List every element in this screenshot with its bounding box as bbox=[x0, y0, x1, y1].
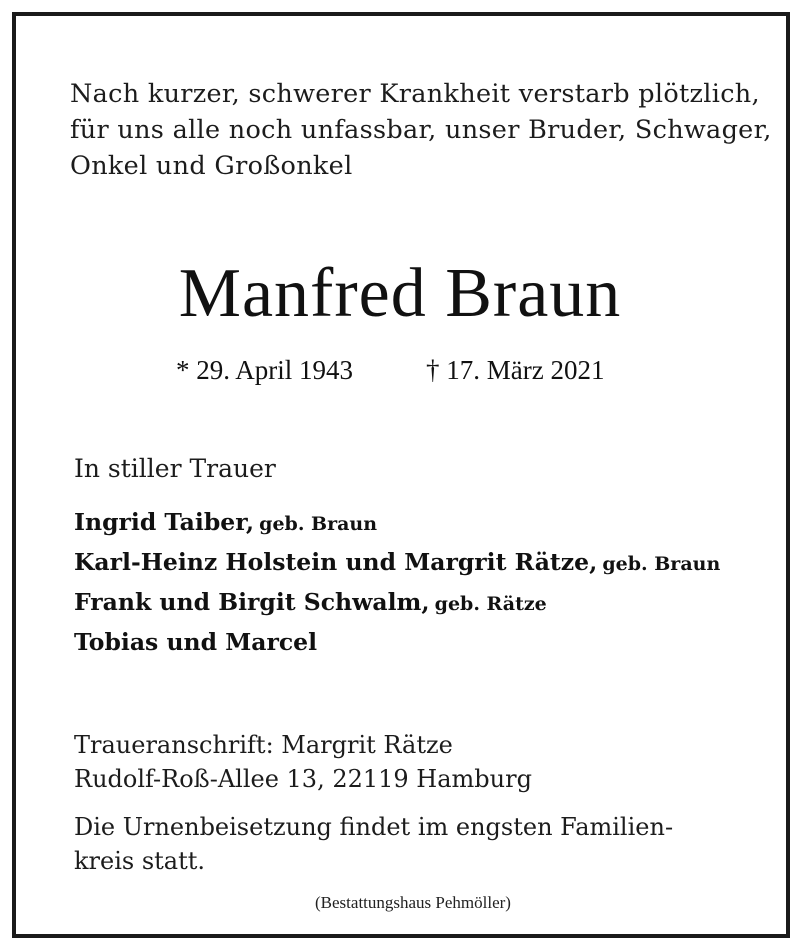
burial-line: kreis statt. bbox=[74, 847, 206, 875]
mourner-maiden-name: geb. Braun bbox=[602, 553, 721, 575]
mourner-maiden-name: geb. Braun bbox=[259, 513, 378, 535]
address-line: Rudolf-Roß-Allee 13, 22119 Hamburg bbox=[74, 765, 532, 793]
mourner-maiden-name: geb. Rätze bbox=[434, 593, 547, 615]
mourner-entry bbox=[74, 622, 764, 662]
mourner-entry bbox=[74, 542, 764, 582]
mourner-entry bbox=[74, 582, 764, 622]
intro-text bbox=[70, 76, 772, 184]
burial-line: Die Urnenbeisetzung findet im engsten Familien- bbox=[74, 813, 674, 841]
intro-line: Onkel und Großonkel bbox=[70, 151, 353, 181]
mourner-name: Karl-Heinz Holstein und Margrit Rätze, bbox=[74, 548, 598, 576]
intro-line: Nach kurzer, schwerer Krankheit verstarb plötzlich, bbox=[70, 79, 760, 109]
mourning-address bbox=[74, 728, 532, 796]
burial-notice bbox=[74, 810, 673, 878]
mourner-name: Frank und Birgit Schwalm, bbox=[74, 588, 430, 616]
mourners-list bbox=[74, 502, 764, 662]
mourning-heading: In stiller Trauer bbox=[74, 454, 276, 483]
birth-date: * 29. April 1943 bbox=[176, 355, 354, 385]
deceased-name: Manfred Braun bbox=[178, 255, 622, 332]
mourner-name: Tobias und Marcel bbox=[74, 628, 318, 656]
death-date: † 17. März 2021 bbox=[426, 355, 605, 385]
mourner-name: Ingrid Taiber, bbox=[74, 508, 255, 536]
mourner-entry bbox=[74, 502, 764, 542]
intro-line: für uns alle noch unfassbar, unser Bruder, Schwager, bbox=[70, 115, 772, 145]
address-line: Traueranschrift: Margrit Rätze bbox=[74, 731, 453, 759]
funeral-home: (Bestattungshaus Pehmöller) bbox=[315, 893, 511, 912]
